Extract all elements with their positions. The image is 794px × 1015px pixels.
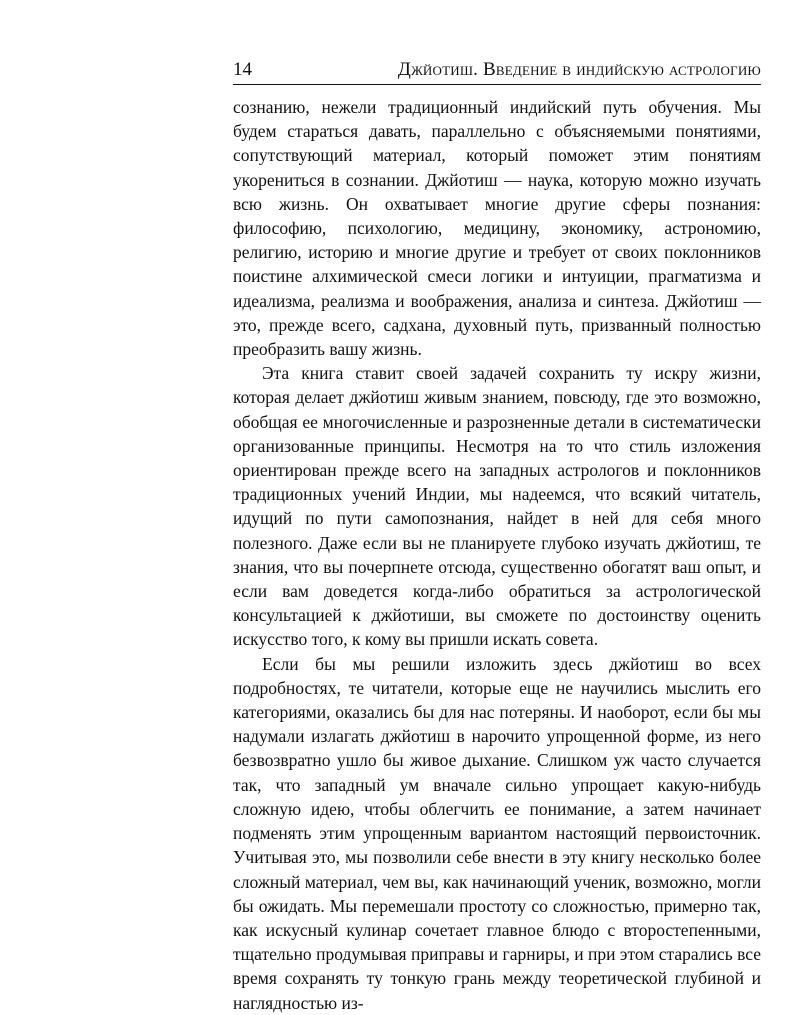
running-title: Джйотиш. Введение в индийскую астрологию [397, 59, 761, 80]
page-number: 14 [233, 59, 252, 80]
paragraph-continuation: сознанию, нежели традиционный индийский путь обучения. Мы будем стараться давать, параллельно с объясняемыми понятиями, сопутствующий материал, который поможет этим понятиям укорениться в сознании. Джйотиш — наука, которую можно изучать всю жизнь. Он охватывает многие другие сферы познания: философию, психологию, медицину, экономику, астрономию, религию, историю и многие другие и требует от своих поклонников поистине алхимической смеси логики и интуиции, прагматизма и идеализма, реализма и воображения, анализа и синтеза. Джйотиш — это, прежде всего, садхана, духовный путь, призванный полностью преобразить вашу жизнь. [233, 97, 761, 360]
page-header [233, 56, 761, 85]
paragraph: Если бы мы решили изложить здесь джйотиш во всех подробностях, те читатели, которые еще не научились мыслить его категориями, оказались бы для нас потеряны. И наоборот, если бы мы надумали излагать джйотиш в нарочито упрощенной форме, из него безвозвратно ушло бы живое дыхание. Слишком уж часто случается так, что западный ум вначале сильно упрощает какую-нибудь сложную идею, чтобы облегчить ее понимание, а затем начинает подменять этим упрощенным вариантом настоящий первоисточник. Учитывая это, мы позволили себе внести в эту книгу несколько более сложный материал, чем вы, как начинающий ученик, возможно, могли бы ожидать. Мы перемешали простоту со сложностью, примерно так, как искусный кулинар сочетает главное блюдо с второстепенными, тщательно продумывая приправы и гарниры, и при этом старались все время сохранять ту тонкую грань между теоретической глубиной и наглядностью из- [233, 653, 761, 1013]
book-page [233, 56, 761, 1015]
body-text [233, 95, 761, 1015]
paragraph: Эта книга ставит своей задачей сохранить ту искру жизни, которая делает джйотиш живым знанием, повсюду, где это возможно, обобщая ее многочисленные и разрозненные детали в систематически организованные принципы. Несмотря на то что стиль изложения ориентирован прежде всего на западных астрологов и поклонников традиционных учений Индии, мы надеемся, что всякий читатель, идущий по пути самопознания, найдет в ней для себя много полезного. Даже если вы не планируете глубоко изучать джйотиш, те знания, что вы почерпнете отсюда, существенно обогатят ваш опыт, и если вам доведется когда-либо обратиться за астрологической консультацией к джйотиши, вы сможете по достоинству оценить искусство того, к кому вы пришли искать совета. [233, 363, 761, 650]
